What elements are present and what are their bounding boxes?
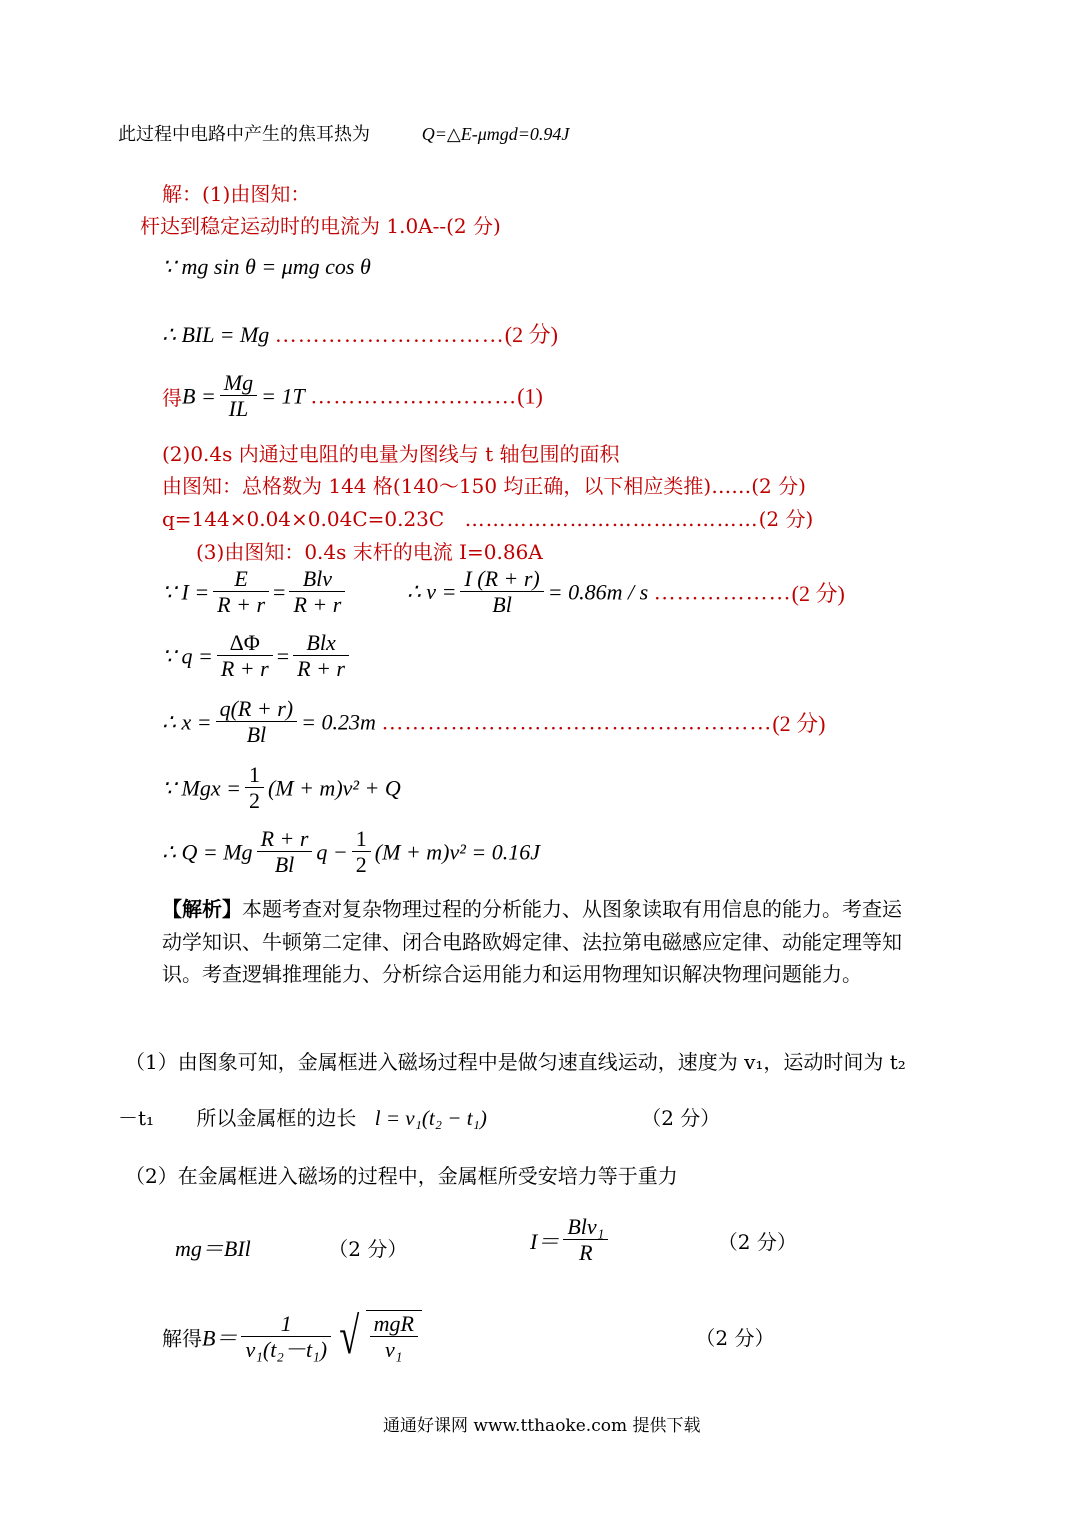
eq7-num: 1 (245, 762, 264, 788)
eq4-eq: = (273, 579, 286, 605)
eq4-f1-num: E (213, 566, 269, 592)
eq4-right-rhs: = 0.86m / s (547, 579, 649, 605)
eq7-rhs: (M + m)v² + Q (267, 775, 401, 801)
analysis-line1 (162, 893, 902, 922)
eq8-f1-den: Bl (274, 852, 295, 878)
eqC-radicand (366, 1310, 422, 1364)
eq2-dots: ………………………… (274, 322, 505, 347)
eqC-line (162, 1310, 775, 1364)
heat-formula: Q=△E-μmgd=0.94J (421, 124, 570, 144)
eq4-right-lhs: ∴ v = (406, 579, 457, 605)
eq4-right-num: I (R + r) (460, 566, 543, 592)
eq5-frac2 (293, 630, 349, 683)
eq4-f2-num: Blv (289, 566, 345, 592)
eq7-lhs: ∵ Mgx = (162, 775, 241, 801)
eqC-num: 1 (241, 1311, 331, 1337)
eq2: ∴ BIL = Mg (162, 322, 270, 347)
eq8-frac1 (257, 826, 313, 879)
eq4-frac2 (289, 566, 345, 619)
part2b-line3: （2）在金属框进入磁场的过程中，金属框所受安培力等于重力 (125, 1164, 678, 1188)
part2-line3-score: (2 分) (758, 507, 814, 531)
eq4-lhs: ∵ I = (162, 579, 210, 605)
eq3-score: (1) (517, 383, 543, 409)
eq4-frac1 (213, 566, 269, 619)
eq1: ∵ mg sin θ = μmg cos θ (162, 254, 371, 279)
eq6-num: q(R + r) (216, 696, 298, 722)
eq4-f1-den: R + r (217, 592, 266, 618)
eq5-lhs: ∵ q = (162, 643, 213, 669)
eq2-score: (2 分) (504, 322, 558, 347)
eq6-score: (2 分) (772, 710, 826, 736)
eq6-frac (216, 696, 298, 749)
eqC-rad-den: v₁ (385, 1337, 403, 1363)
eq8-lhs: ∴ Q = Mg (162, 839, 253, 865)
eq8-f2-num: 1 (352, 826, 371, 852)
eq3-dots: ……………………… (310, 383, 518, 409)
part2b-line2-b: 所以金属框的边长 (196, 1106, 357, 1130)
eq8-f2-den: 2 (355, 852, 367, 878)
part2-line1: (2)0.4s 内通过电阻的电量为图线与 t 轴包围的面积 (162, 442, 620, 466)
part2b-line2-formula: l = v₁(t₂ − t₁) (374, 1106, 487, 1130)
eq6-dots: …………………………………………… (381, 709, 773, 735)
analysis-line3: 识。考查逻辑推理能力、分析综合运用能力和运用物理知识解决物理问题能力。 (162, 962, 862, 986)
eqA-line (175, 1232, 407, 1263)
eqB-score: （2 分） (717, 1229, 797, 1254)
heat-text: 此过程中电路中产生的焦耳热为 (118, 124, 370, 145)
eqC-den: v₁(t₂－t₁) (245, 1336, 328, 1362)
eqA-score: （2 分） (328, 1237, 408, 1261)
eq5-f2-den: R + r (297, 656, 345, 682)
eq4-score: (2 分) (791, 580, 845, 606)
part2-line3-text: q=144×0.04×0.04C=0.23C (162, 507, 445, 531)
footer: 通通好课网 www.tthaoke.com 提供下载 (383, 1416, 701, 1436)
eq6-lhs: ∴ x = (162, 709, 212, 735)
eq6-line (162, 696, 826, 749)
eq5-line (162, 630, 353, 683)
eq8-frac2 (352, 826, 371, 879)
eq5-f1-den: R + r (220, 656, 269, 682)
eq5-f2-num: Blx (293, 630, 349, 656)
eqC-prefix: 解得 (162, 1326, 202, 1351)
eq2-line (162, 318, 558, 349)
part2b-line2-a: －t₁ (118, 1106, 155, 1130)
eq7-line (162, 762, 401, 815)
eqB-num: Blv₁ (563, 1214, 608, 1240)
eqB-frac (563, 1214, 608, 1267)
eq3-den: IL (228, 396, 249, 422)
heat-line (118, 120, 569, 146)
eqB-lhs: I＝ (530, 1228, 560, 1254)
eqC-sqrt (335, 1310, 422, 1364)
solution-label: 解：(1)由图知： (162, 182, 311, 206)
solution-line1: 杆达到稳定运动时的电流为 1.0A--(2 分) (140, 214, 501, 238)
eq3-num: Mg (220, 370, 257, 396)
eq5-frac1 (217, 630, 273, 683)
eq8-f1-num: R + r (257, 826, 313, 852)
eqC-rad-num: mgR (370, 1311, 418, 1337)
eq8-line (162, 826, 540, 879)
part2-line2: 由图知：总格数为 144 格(140～150 均正确，以下相应类推)……(2 分) (162, 474, 806, 498)
eq7-den: 2 (248, 788, 260, 814)
eqA: mg＝BIl (175, 1236, 251, 1261)
eqB-line (530, 1214, 797, 1267)
eq6-den: Bl (246, 722, 267, 748)
eq4-right-den: Bl (492, 592, 512, 618)
eq5-f1-num: ΔΦ (217, 630, 273, 656)
part2b-line1: （1）由图象可知，金属框进入磁场过程中是做匀速直线运动，速度为 v₁，运动时间为 t₂ (125, 1050, 906, 1074)
part3-line1: (3)由图知：0.4s 末杆的电流 I=0.86A (196, 540, 543, 564)
eqB-den: R (579, 1240, 593, 1266)
part2b-line2-score: （2 分） (641, 1106, 721, 1130)
eq3-frac (220, 370, 257, 423)
eq3-rhs: = 1T (261, 383, 305, 409)
eq3-prefix: 得 (162, 385, 182, 410)
eqC-frac (241, 1311, 331, 1364)
eq4-f2-den: R + r (293, 592, 342, 618)
eq4-dots: ……………… (653, 579, 792, 605)
eq5-eq: = (276, 643, 290, 669)
analysis-line2: 动学知识、牛顿第二定律、闭合电路欧姆定律、法拉第电磁感应定律、动能定理等知 (162, 930, 902, 954)
eq4-line (162, 566, 845, 619)
eq4-right-frac (460, 566, 543, 619)
eqC-lhs: B＝ (202, 1325, 238, 1351)
eqC-score: （2 分） (695, 1326, 775, 1351)
eq8-mid: q − (316, 839, 348, 865)
eq6-rhs: = 0.23m (301, 709, 376, 735)
eq3-lhs: B = (182, 383, 216, 409)
part2-line3 (162, 503, 813, 532)
eq7-frac (245, 762, 264, 815)
analysis-text1: 本题考查对复杂物理过程的分析能力、从图象读取有用信息的能力。考查运 (242, 897, 902, 921)
eq8-rhs: (M + m)v² = 0.16J (374, 839, 540, 865)
part2-line3-dots: …………………………………… (464, 507, 759, 531)
part2b-line2 (118, 1102, 720, 1131)
eq3-line (162, 370, 543, 423)
sqrt-icon: √ (339, 1308, 360, 1366)
analysis-tag: 【解析】 (162, 897, 242, 921)
